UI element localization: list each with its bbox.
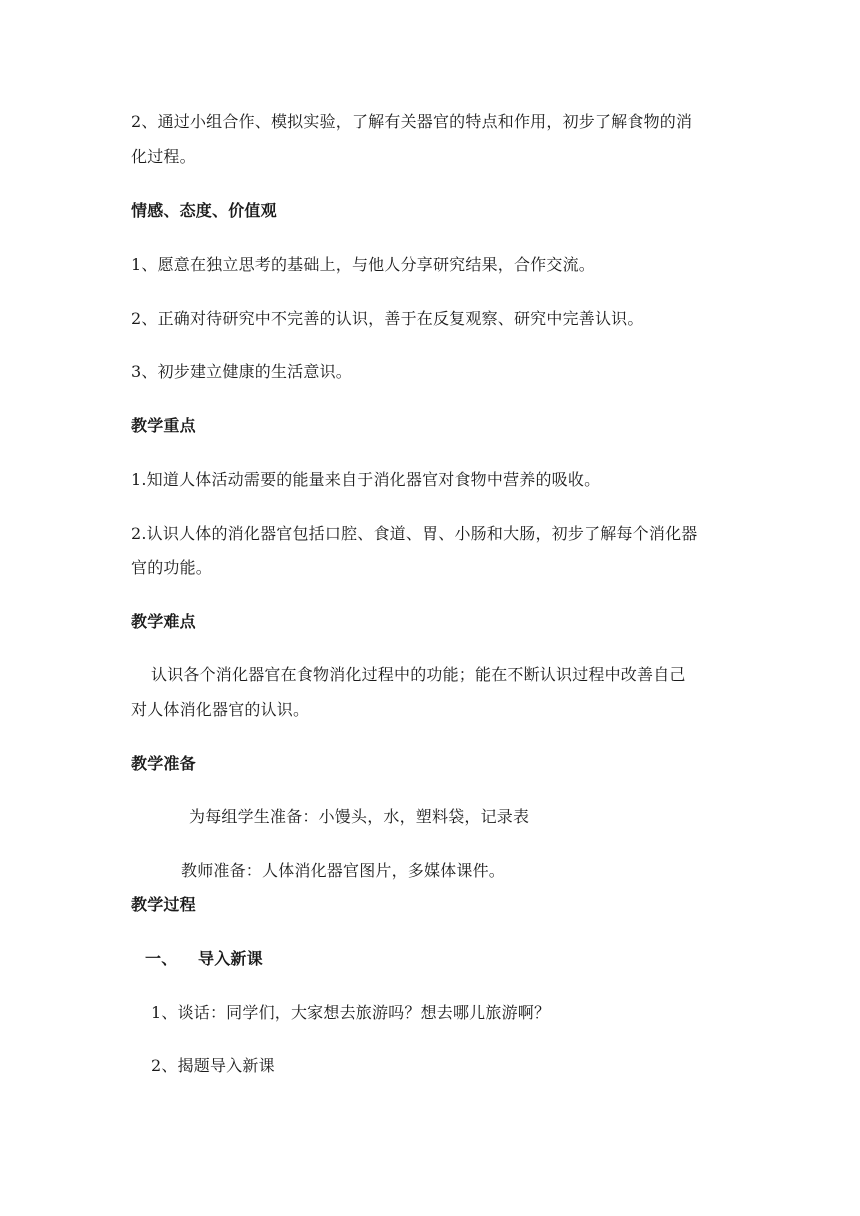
section-one-item-1: 1、谈话：同学们，大家想去旅游吗？想去哪儿旅游啊？ <box>151 1003 551 1022</box>
preparation-heading: 教学准备 <box>131 754 196 773</box>
skill-item-2-line2: 化过程。 <box>131 147 196 166</box>
process-heading: 教学过程 <box>131 895 196 914</box>
skill-item-2-line1: 2、通过小组合作、模拟实验，了解有关器官的特点和作用，初步了解食物的消 <box>131 112 693 131</box>
difficulty-heading: 教学难点 <box>131 612 196 631</box>
section-one-title: 导入新课 <box>198 949 263 968</box>
key-point-1: 1.知道人体活动需要的能量来自于消化器官对食物中营养的吸收。 <box>131 470 601 489</box>
key-points-heading: 教学重点 <box>131 416 196 435</box>
section-one-number: 一、 <box>145 949 178 968</box>
key-point-2-line1: 2.认识人体的消化器官包括口腔、食道、胃、小肠和大肠，初步了解每个消化器 <box>131 524 698 543</box>
difficulty-line2: 对人体消化器官的认识。 <box>131 700 310 719</box>
emotion-item-3: 3、初步建立健康的生活意识。 <box>131 362 352 381</box>
difficulty-line1: 认识各个消化器官在食物消化过程中的功能；能在不断认识过程中改善自己 <box>151 665 686 684</box>
emotion-heading: 情感、态度、价值观 <box>131 201 277 220</box>
preparation-students: 为每组学生准备：小馒头，水，塑料袋，记录表 <box>189 807 530 826</box>
section-one-item-2: 2、揭题导入新课 <box>151 1056 275 1075</box>
key-point-2-line2: 官的功能。 <box>131 558 213 577</box>
preparation-teacher: 教师准备：人体消化器官图片，多媒体课件。 <box>181 861 506 880</box>
emotion-item-1: 1、愿意在独立思考的基础上，与他人分享研究结果，合作交流。 <box>131 255 595 274</box>
emotion-item-2: 2、正确对待研究中不完善的认识，善于在反复观察、研究中完善认识。 <box>131 309 644 328</box>
